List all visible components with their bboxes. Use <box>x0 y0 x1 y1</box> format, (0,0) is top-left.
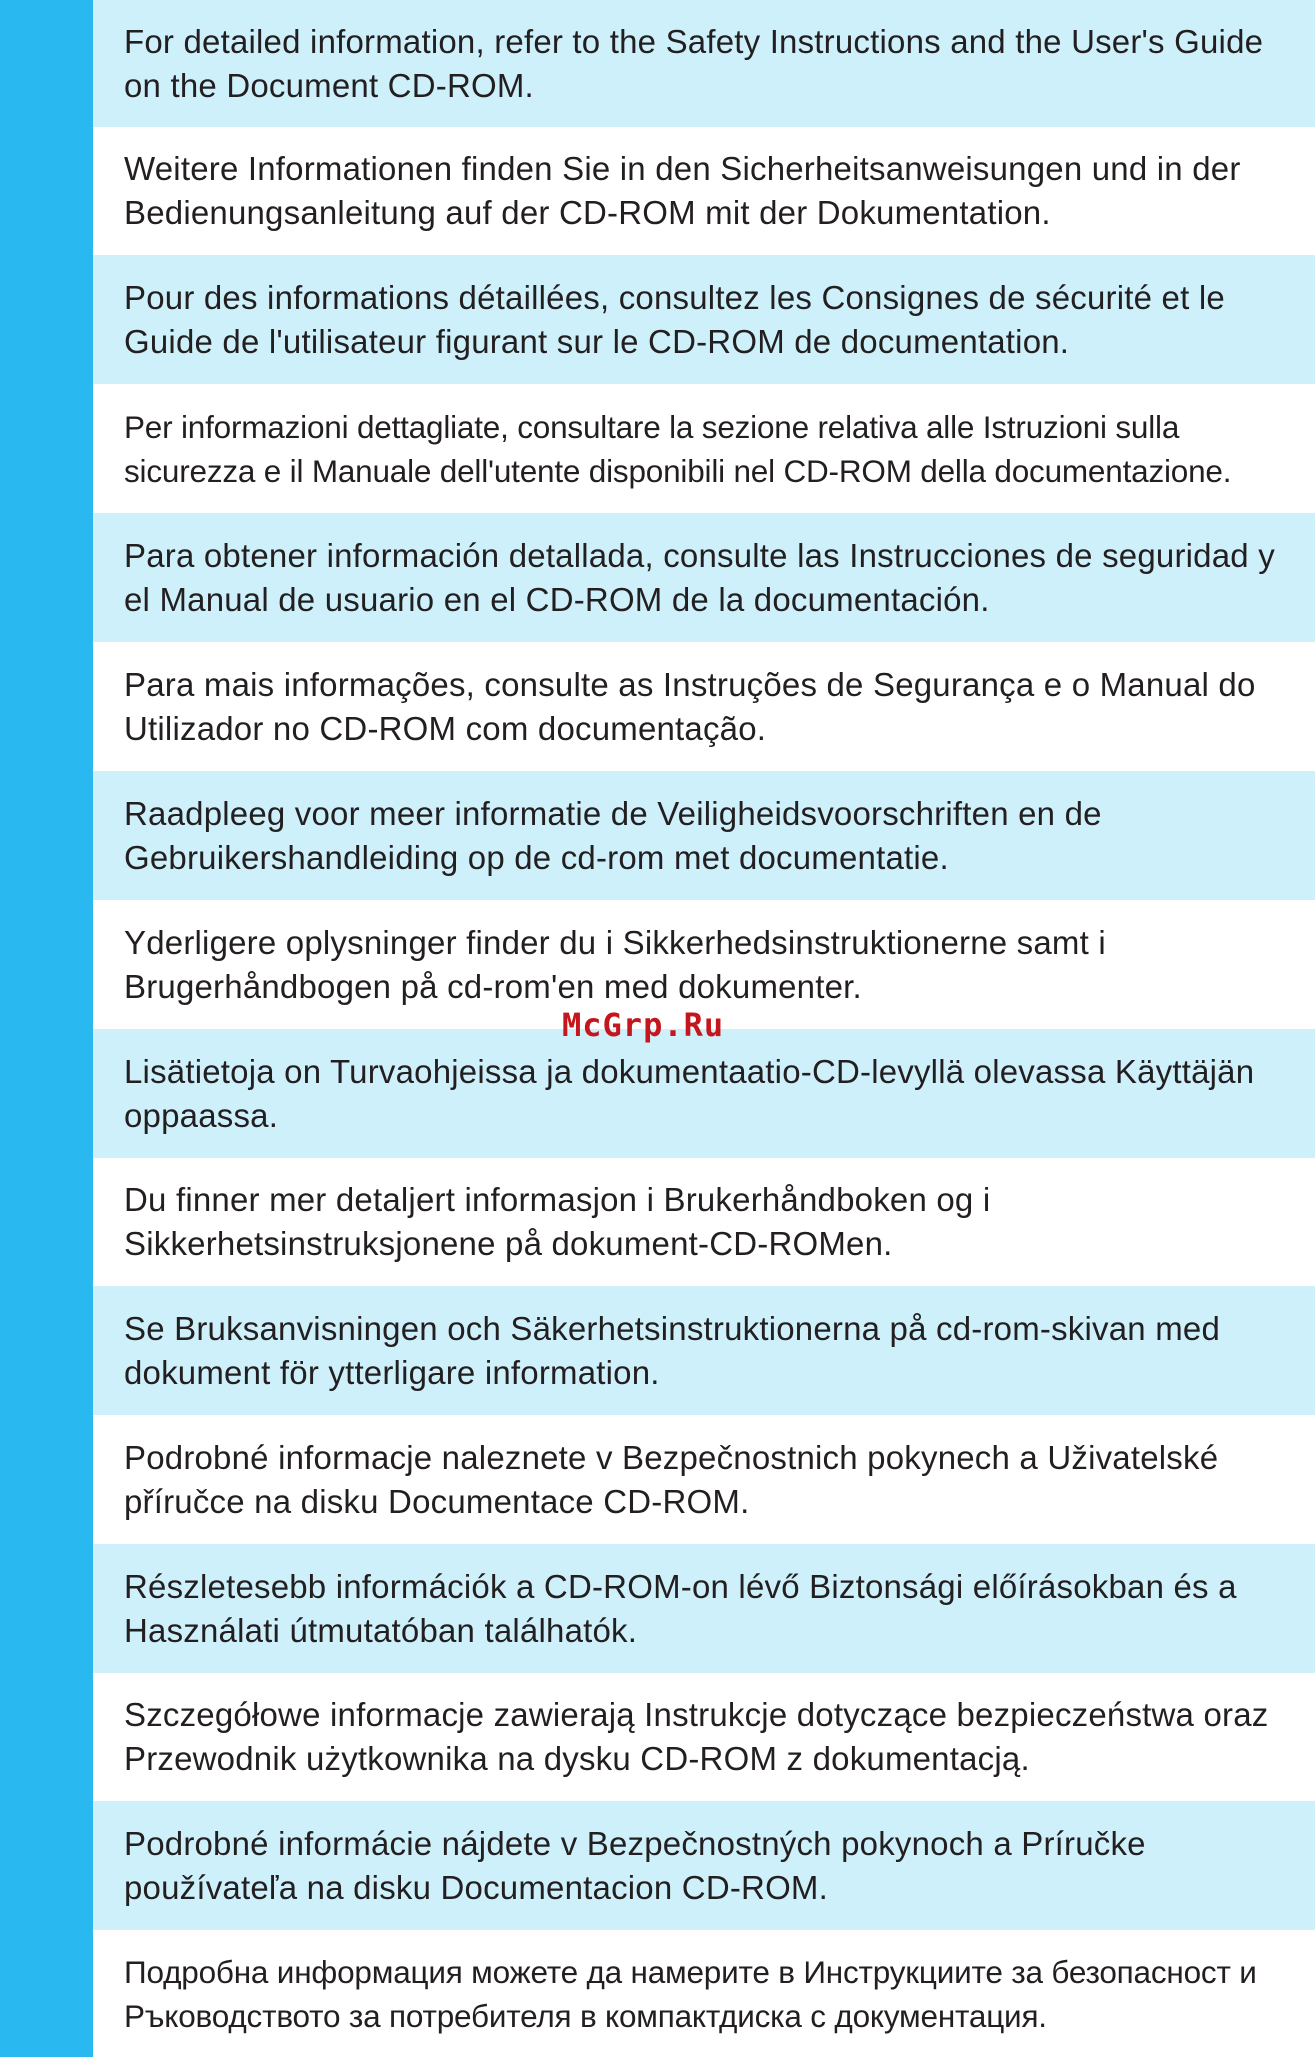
block-fi <box>93 1029 1315 1158</box>
block-sv <box>93 1286 1315 1415</box>
block-es <box>93 513 1315 642</box>
block-bg <box>93 1930 1315 2057</box>
block-de-text: Weitere Informationen finden Sie in den Sicherheitsanweisungen und in der Bedienungsanleitung auf der CD-ROM mit der Dokumentation. <box>124 150 1241 231</box>
side-color-bar <box>0 0 93 2057</box>
block-sk <box>93 1801 1315 1930</box>
block-cs-text: Podrobné informacje naleznete v Bezpečnostnich pokynech a Uživatelské příručce na disku Documentace CD-ROM. <box>124 1438 1219 1520</box>
block-es-text: Para obtener información detallada, consulte las Instrucciones de seguridad y el Manual de usuario en el CD-ROM de la documentación. <box>124 536 1275 618</box>
block-cs <box>93 1415 1315 1544</box>
block-no-text: Du finner mer detaljert informasjon i Brukerhåndboken og i Sikkerhetsinstruksjonene på dokument-CD-ROMen. <box>124 1181 991 1262</box>
block-hu-text: Részletesebb információk a CD-ROM-on lévő Biztonsági előírásokban és a Használati útmutatóban találhatók. <box>124 1567 1237 1649</box>
block-pt <box>93 642 1315 771</box>
block-fr <box>93 255 1315 384</box>
block-en <box>93 0 1315 127</box>
block-nl <box>93 771 1315 900</box>
block-it-text: Per informazioni dettagliate, consultare la sezione relativa alle Istruzioni sulla sicurezza e il Manuale dell'utente disponibili nel CD-ROM della documentazione. <box>124 408 1232 489</box>
block-pl <box>93 1673 1315 1801</box>
block-it <box>93 384 1315 513</box>
block-sv-text: Se Bruksanvisningen och Säkerhetsinstruktionerna på cd-rom-skivan med dokument för ytterligare information. <box>124 1309 1220 1391</box>
block-hu <box>93 1544 1315 1673</box>
block-fr-text: Pour des informations détaillées, consultez les Consignes de sécurité et le Guide de l'utilisateur figurant sur le CD-ROM de documentation. <box>124 278 1225 360</box>
block-da-text: Yderligere oplysninger finder du i Sikkerhedsinstruktionerne samt i Brugerhåndbogen på cd-rom'en med dokumenter. <box>124 923 1106 1005</box>
block-pt-text: Para mais informações, consulte as Instruções de Segurança e o Manual do Utilizador no CD-ROM com documentação. <box>124 665 1256 747</box>
block-nl-text: Raadpleeg voor meer informatie de Veiligheidsvoorschriften en de Gebruikershandleiding op de cd-rom met documentatie. <box>124 794 1102 876</box>
block-no <box>93 1158 1315 1286</box>
block-pl-text: Szczegółowe informacje zawierają Instrukcje dotyczące bezpieczeństwa oraz Przewodnik użytkownika na dysku CD-ROM z dokumentacją. <box>124 1696 1269 1777</box>
block-fi-text: Lisätietoja on Turvaohjeissa ja dokumentaatio-CD-levyllä olevassa Käyttäjän oppaassa. <box>124 1052 1255 1134</box>
watermark-logo: McGrp.Ru <box>562 1006 725 1044</box>
block-en-text: For detailed information, refer to the Safety Instructions and the User's Guide on the Document CD-ROM. <box>124 22 1264 104</box>
block-bg-text: Подробна информация можете да намерите в Инструкциите за безопасност и Ръководството за потребителя в компактдиска с документация. <box>124 1953 1257 2034</box>
block-de <box>93 127 1315 255</box>
block-sk-text: Podrobné informácie nájdete v Bezpečnostných pokynoch a Príručke používateľa na disku Documentacion CD-ROM. <box>124 1824 1146 1906</box>
